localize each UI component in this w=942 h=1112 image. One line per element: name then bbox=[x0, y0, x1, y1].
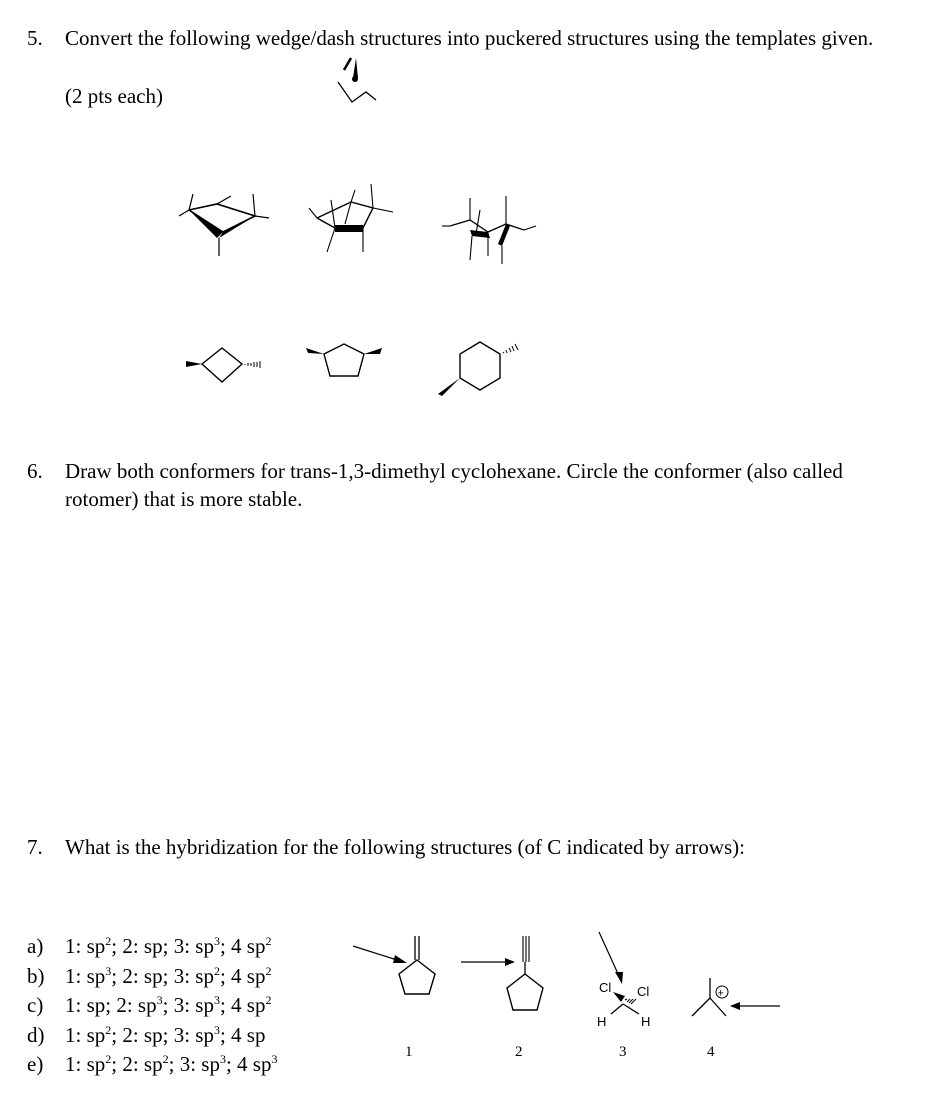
template-cyclohexane-chair bbox=[440, 190, 540, 266]
hybridization-structure-3 bbox=[585, 930, 665, 1060]
hybridization-structure-1 bbox=[345, 930, 445, 1060]
question-5-text: Convert the following wedge/dash structures into puckered structures using the templates given. bbox=[65, 26, 874, 50]
arrow-2-head bbox=[505, 958, 515, 966]
structure-cyclohexane-wedge-dash bbox=[432, 334, 528, 400]
structure-cyclobutane-wedge-dash bbox=[182, 340, 272, 390]
atom-cl-left: Cl bbox=[599, 980, 612, 995]
charge-plus: + bbox=[717, 987, 724, 1000]
option-b[interactable]: b) 1: $sp^3$; 2: sp; 3: $sp^2$; 4 $sp^2$ bbox=[27, 963, 272, 988]
question-5-points: (2 pts each) bbox=[65, 84, 163, 108]
hybridization-structure-2 bbox=[455, 930, 565, 1060]
structure-4-label: 4 bbox=[707, 1044, 715, 1060]
arrow-1-line bbox=[353, 946, 397, 960]
question-6-line-1: Draw both conformers for trans-1,3-dimethyl cyclohexane. Circle the conformer (also called bbox=[65, 459, 843, 483]
wedge-dash-sketch bbox=[330, 50, 390, 110]
atom-h-right: H bbox=[641, 1014, 651, 1029]
question-6-number: 6. bbox=[27, 459, 43, 483]
option-d[interactable]: d) 1: $sp^2$; 2: sp; 3: $sp^3$; 4 sp bbox=[27, 1022, 266, 1047]
arrow-3-head bbox=[615, 972, 623, 984]
arrow-1-head bbox=[393, 955, 407, 963]
arrow-4-head bbox=[730, 1002, 740, 1010]
option-c[interactable]: c) 1: sp; 2: $sp^3$; 3: $sp^3$; 4 $sp^2$ bbox=[27, 993, 272, 1017]
question-5-number: 5. bbox=[27, 26, 43, 50]
template-cyclopentane-envelope bbox=[305, 178, 400, 262]
structure-1-label: 1 bbox=[405, 1044, 413, 1060]
arrow-3-line bbox=[599, 932, 619, 976]
option-e[interactable]: e) 1: $sp^2$; 2: $sp^2$; 3: $sp^3$; 4 $sp^3$ bbox=[27, 1052, 278, 1076]
structure-2-label: 2 bbox=[515, 1044, 523, 1060]
answer-options bbox=[27, 932, 277, 1080]
structure-3-label: 3 bbox=[619, 1044, 627, 1060]
template-cyclobutane-puckered bbox=[175, 180, 275, 260]
question-7-text: What is the hybridization for the following structures (of C indicated by arrows): bbox=[65, 835, 745, 859]
atom-h-left: H bbox=[597, 1014, 607, 1029]
atom-cl-right: Cl bbox=[637, 984, 650, 999]
option-a[interactable]: a) 1: $sp^2$; 2: sp; 3: $sp^3$; 4 $sp^2$ bbox=[27, 934, 272, 958]
question-6-line-2: rotomer) that is more stable. bbox=[65, 487, 303, 511]
hybridization-structure-4 bbox=[680, 970, 790, 1060]
question-7-number: 7. bbox=[27, 835, 43, 859]
structure-cyclopentane-wedge-dash bbox=[302, 334, 388, 384]
